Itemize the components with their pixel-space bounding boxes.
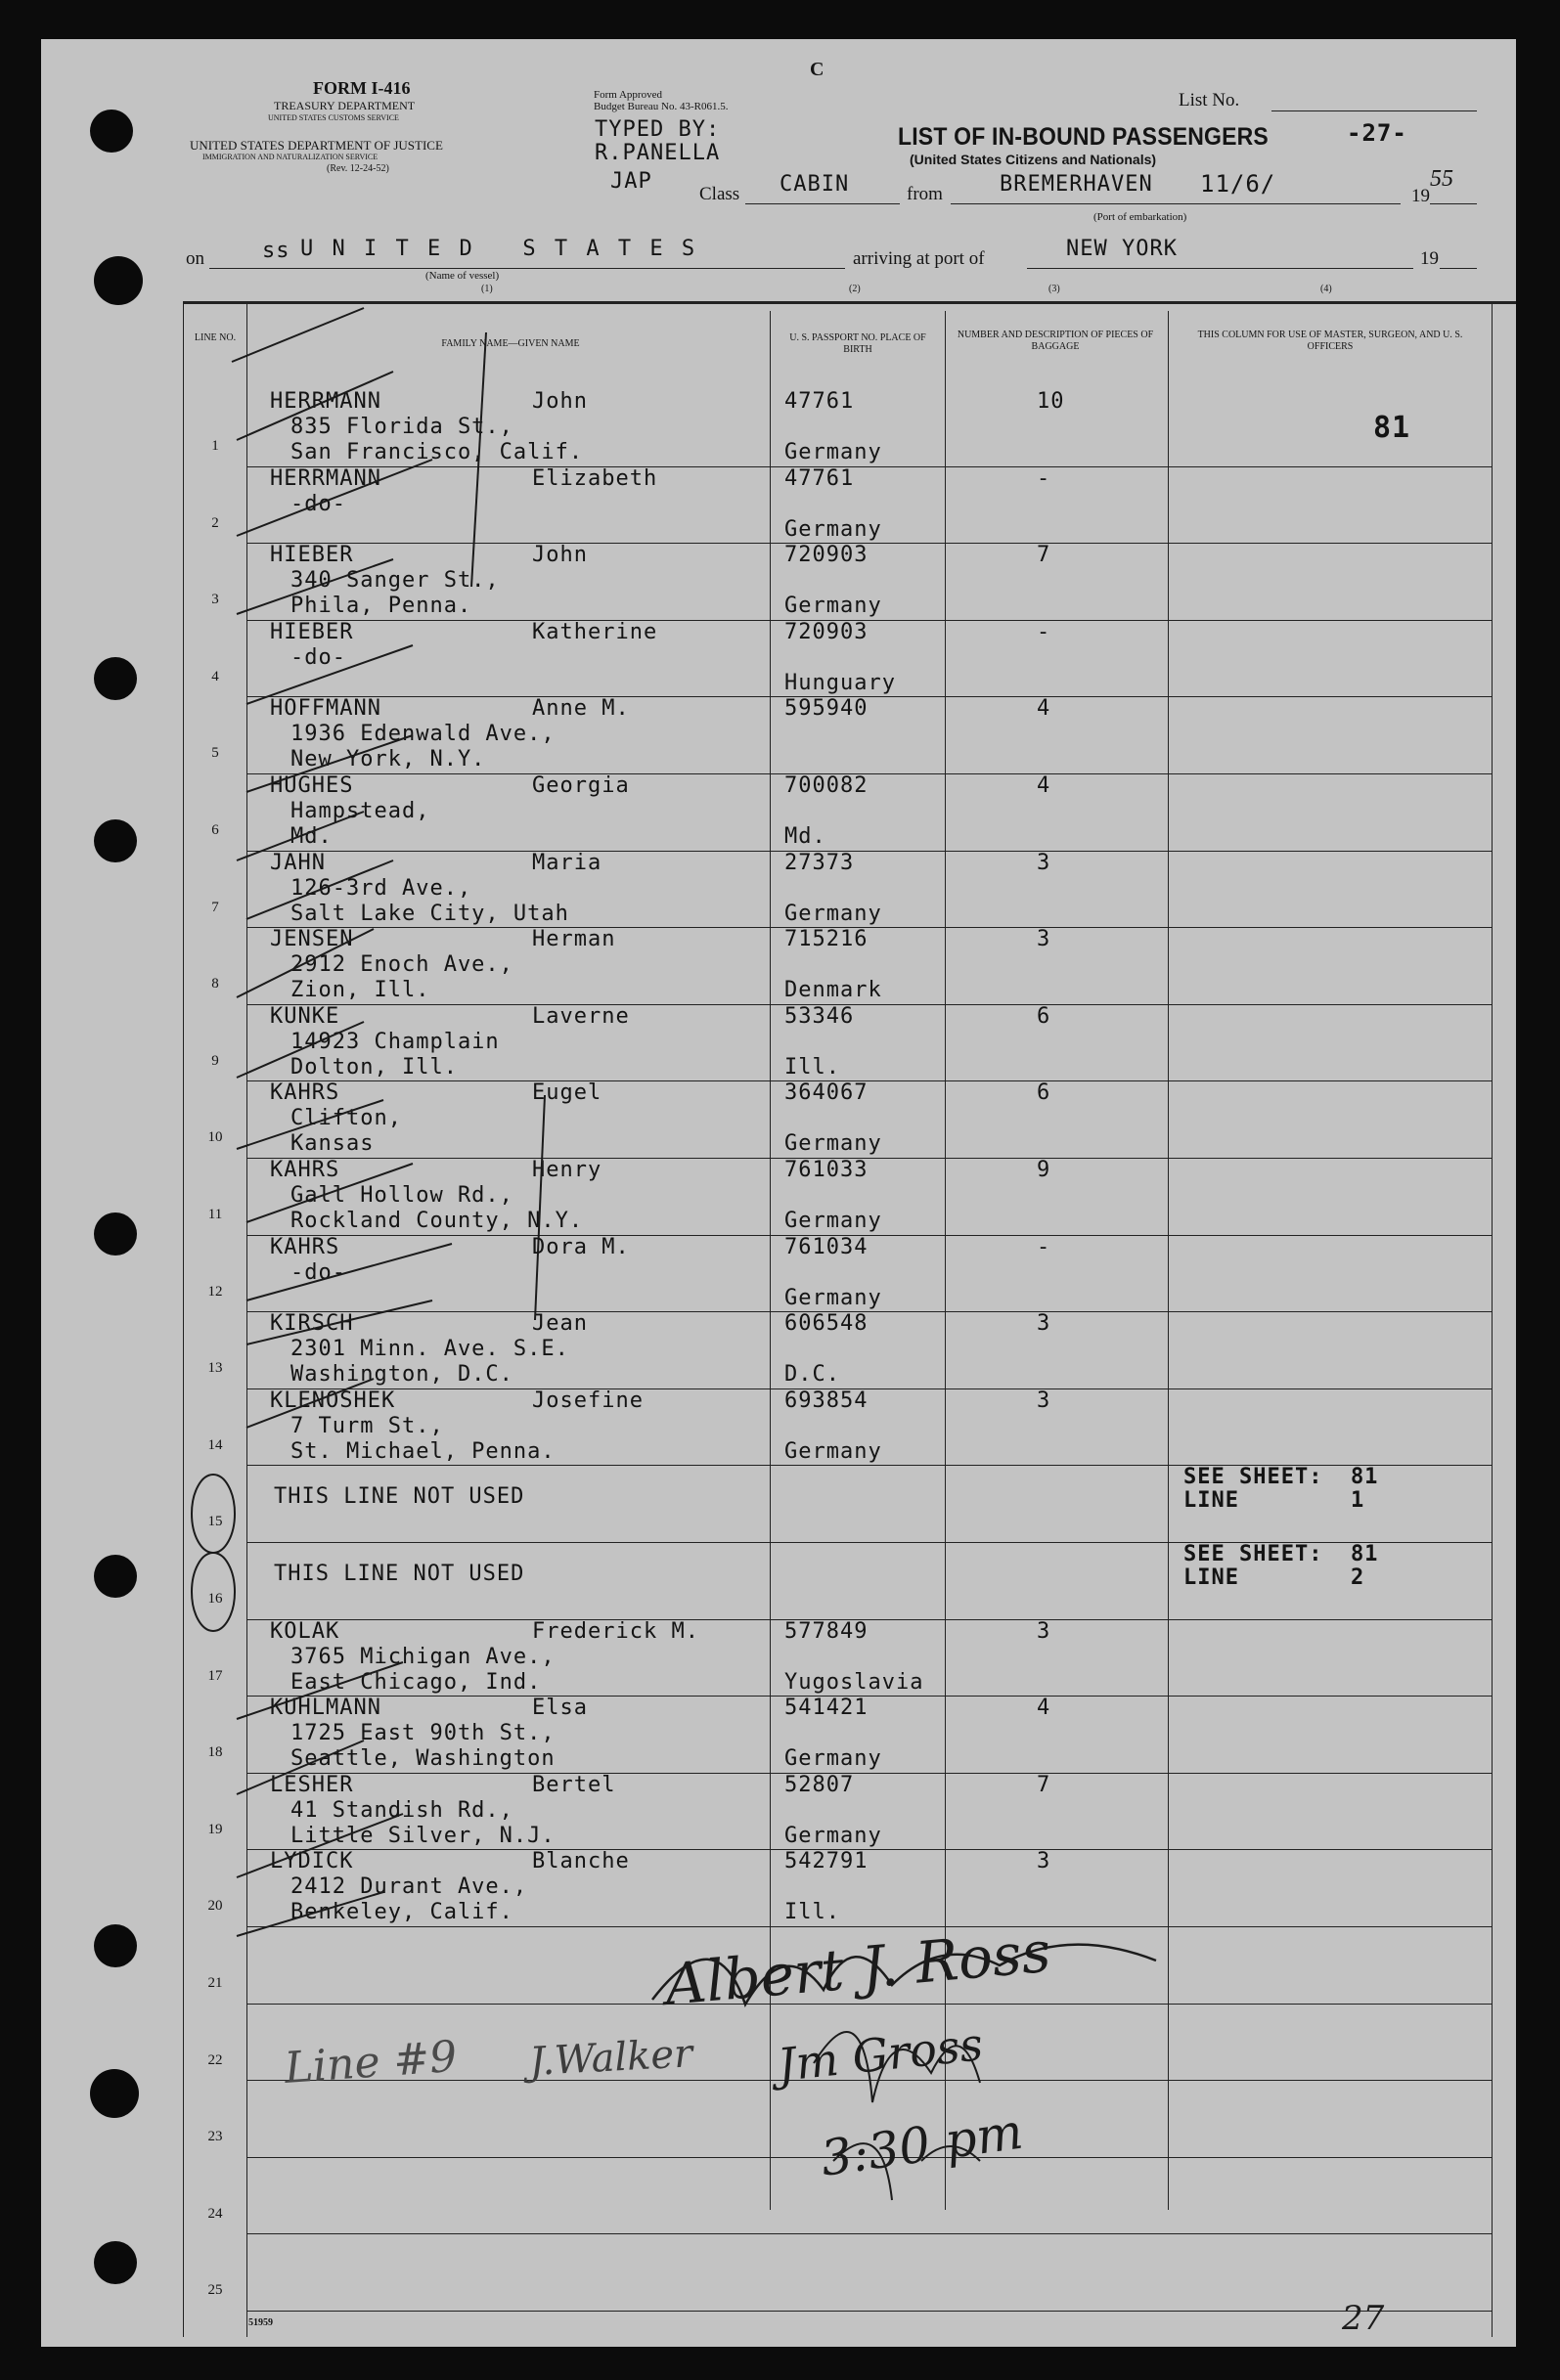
given-name: Elsa [532, 1696, 588, 1720]
handwritten-signature-ross: Albert J. Ross [662, 1917, 1053, 2018]
name-divider [770, 311, 771, 2210]
budget-bureau: Budget Bureau No. 43-R061.5. [594, 101, 729, 112]
place-of-birth: Denmark [784, 978, 882, 1002]
col-num-1: (1) [481, 284, 493, 294]
line-number: 13 [207, 1360, 223, 1376]
given-name: Maria [532, 851, 602, 875]
passport-number: 577849 [784, 1619, 869, 1644]
address-line-2: East Chicago, Ind. [290, 1670, 542, 1695]
address-line-2: Washington, D.C. [290, 1362, 513, 1387]
from-underline [951, 203, 1401, 204]
passport-number: 53346 [784, 1004, 855, 1029]
passport-number: 364067 [784, 1080, 869, 1105]
place-of-birth: Germany [784, 902, 882, 926]
given-name: Georgia [532, 773, 630, 798]
place-of-birth: Germany [784, 1286, 882, 1310]
row-rule [246, 851, 1492, 852]
place-of-birth: Germany [784, 594, 882, 618]
col-num-3: (3) [1048, 284, 1060, 294]
year-prefix: 19 [1411, 186, 1430, 206]
punch-hole [94, 1555, 137, 1598]
from-label: from [907, 184, 943, 204]
passport-number: 27373 [784, 851, 855, 875]
passport-number: 47761 [784, 466, 855, 491]
passport-number: 47761 [784, 389, 855, 414]
arrival-year-underline [1440, 268, 1477, 269]
typed-by-name: R.PANELLA [595, 141, 721, 165]
given-name: Herman [532, 927, 616, 951]
class-underline [745, 203, 900, 204]
baggage-count: 4 [1037, 696, 1051, 721]
row-rule [246, 1080, 1492, 1081]
baggage-count: 3 [1037, 1849, 1051, 1873]
typed-by-label: TYPED BY: [595, 117, 721, 142]
passport-number: 761033 [784, 1158, 869, 1182]
passport-number: 52807 [784, 1773, 855, 1797]
passport-number: 761034 [784, 1235, 869, 1259]
place-of-birth: Germany [784, 517, 882, 542]
passport-number: 700082 [784, 773, 869, 798]
baggage-count: 3 [1037, 1619, 1051, 1644]
passport-number: 715216 [784, 927, 869, 951]
family-name: JAHN [270, 851, 326, 875]
given-name: Bertel [532, 1773, 616, 1797]
given-name: Henry [532, 1158, 602, 1182]
baggage-count: 3 [1037, 1311, 1051, 1336]
dept-justice-sub: IMMIGRATION AND NATURALIZATION SERVICE [202, 153, 379, 161]
family-name: KAHRS [270, 1080, 340, 1105]
place-of-birth: Germany [784, 1209, 882, 1233]
row-rule [246, 1388, 1492, 1389]
row-rule [246, 1004, 1492, 1005]
form-number: FORM I-416 [313, 78, 411, 98]
table-top-rule [183, 301, 1516, 304]
vessel-underline [209, 268, 845, 269]
place-of-birth: Germany [784, 1131, 882, 1156]
line-number: 7 [211, 900, 219, 915]
on-label: on [186, 248, 204, 269]
baggage-count: 7 [1037, 1773, 1051, 1797]
family-name: HIEBER [270, 620, 354, 644]
address-line-1: 3765 Michigan Ave., [290, 1645, 556, 1669]
place-of-birth: Yugoslavia [784, 1670, 924, 1695]
row-rule [246, 2080, 1492, 2081]
year-underline [1430, 203, 1477, 204]
baggage-count: - [1037, 1235, 1051, 1259]
given-name: John [532, 543, 588, 567]
given-name: John [532, 389, 588, 414]
baggage-count: 4 [1037, 773, 1051, 798]
given-name: Laverne [532, 1004, 630, 1029]
officer-note: SEE SHEET: 81 [1183, 1465, 1379, 1489]
row-rule [246, 1158, 1492, 1159]
port-underline [1027, 268, 1413, 269]
line-number: 14 [207, 1437, 223, 1453]
line-number: 21 [207, 1975, 223, 1991]
list-no-value: -27- [1347, 119, 1407, 147]
line-number: 18 [207, 1744, 223, 1760]
col-num-2: (2) [849, 284, 861, 294]
row-rule [246, 696, 1492, 697]
officer-note-line: LINE 2 [1183, 1565, 1365, 1590]
given-name: Frederick M. [532, 1619, 699, 1644]
address-line-2: New York, N.Y. [290, 747, 486, 771]
passport-number: 542791 [784, 1849, 869, 1873]
passport-number: 541421 [784, 1696, 869, 1720]
table-right-rule [1492, 301, 1493, 2337]
punch-hole [90, 110, 133, 153]
typed-by-initials: JAP [610, 169, 652, 194]
row-rule [246, 1926, 1492, 1927]
given-name: Josefine [532, 1388, 644, 1413]
address-line-2: San Francisco, Calif. [290, 440, 584, 464]
passport-number: 720903 [784, 620, 869, 644]
punch-hole [94, 819, 137, 862]
family-name: THIS LINE NOT USED [274, 1484, 525, 1509]
address-line-1: Gall Hollow Rd., [290, 1183, 513, 1208]
form-revision: (Rev. 12-24-52) [327, 163, 389, 174]
passport-number: 720903 [784, 543, 869, 567]
list-subtitle: (United States Citizens and Nationals) [910, 152, 1157, 167]
given-name: Anne M. [532, 696, 630, 721]
officer-note: SEE SHEET: 81 [1183, 1542, 1379, 1566]
baggage-count: 4 [1037, 1696, 1051, 1720]
row-rule [246, 543, 1492, 544]
line-number: 10 [207, 1129, 223, 1145]
from-value: BREMERHAVEN [1000, 172, 1153, 197]
address-line-1: 7 Turm St., [290, 1414, 444, 1438]
check-mark [232, 308, 364, 362]
table-left-rule [183, 301, 184, 2337]
row-rule [246, 466, 1492, 467]
arrival-year-prefix: 19 [1420, 248, 1439, 269]
address-line-1: 126-3rd Ave., [290, 876, 472, 901]
class-label: Class [699, 184, 740, 204]
row-rule [246, 773, 1492, 774]
punch-hole [94, 2241, 137, 2284]
line-number: 3 [211, 592, 219, 607]
family-name: KUNKE [270, 1004, 340, 1029]
line-no-divider [246, 301, 247, 2337]
arrival-port: NEW YORK [1066, 237, 1178, 261]
address-line-1: Hampstead, [290, 799, 430, 823]
place-of-birth: Ill. [784, 1055, 840, 1080]
address-line-1: -do- [290, 1260, 346, 1285]
place-of-birth: Germany [784, 440, 882, 464]
address-line-2: Dolton, Ill. [290, 1055, 458, 1080]
place-of-birth: Ill. [784, 1900, 840, 1924]
punch-hole [94, 256, 143, 305]
embark-date: 11/6/ [1200, 170, 1276, 198]
family-name: HUGHES [270, 773, 354, 798]
baggage-count: 7 [1037, 543, 1051, 567]
handwriting-layer [41, 39, 1516, 2347]
passport-number: 693854 [784, 1388, 869, 1413]
list-title: LIST OF IN-BOUND PASSENGERS [898, 123, 1269, 151]
line-number: 2 [211, 515, 219, 531]
document-page [41, 39, 1516, 2347]
time-strokes [833, 2143, 980, 2200]
line-number: 24 [207, 2206, 223, 2222]
address-line-2: Kansas [290, 1131, 375, 1156]
baggage-count: - [1037, 466, 1051, 491]
given-name: Blanche [532, 1849, 630, 1873]
signature-strokes [652, 1945, 1156, 2005]
baggage-count: 3 [1037, 1388, 1051, 1413]
line-number: 23 [207, 2129, 223, 2144]
list-no-underline [1271, 110, 1477, 111]
address-line-1: 340 Sanger St., [290, 568, 500, 593]
header-baggage: NUMBER AND DESCRIPTION OF PIECES OF BAGGAGE [957, 330, 1154, 352]
family-name: JENSEN [270, 927, 354, 951]
baggage-count: - [1037, 620, 1051, 644]
arriving-label: arriving at port of [853, 248, 985, 269]
address-line-2: Salt Lake City, Utah [290, 902, 569, 926]
row-rule [246, 620, 1492, 621]
handwritten-line-note: Line #9 [283, 2031, 459, 2094]
place-of-birth: D.C. [784, 1362, 840, 1387]
family-name: KUHLMANN [270, 1696, 381, 1720]
baggage-count: 3 [1037, 851, 1051, 875]
baggage-count: 10 [1037, 389, 1065, 414]
row-rule [246, 1311, 1492, 1312]
place-of-birth: Germany [784, 1746, 882, 1771]
family-name: KAHRS [270, 1158, 340, 1182]
address-line-2: Little Silver, N.J. [290, 1824, 556, 1848]
row-rule [246, 2157, 1492, 2158]
address-line-1: Clifton, [290, 1106, 402, 1130]
family-name: KOLAK [270, 1619, 340, 1644]
address-line-1: 1936 Edenwald Ave., [290, 722, 556, 746]
header-name: FAMILY NAME—GIVEN NAME [441, 338, 580, 349]
address-line-1: -do- [290, 492, 346, 516]
family-name: HOFFMANN [270, 696, 381, 721]
address-line-1: 14923 Champlain [290, 1030, 500, 1054]
line-number: 12 [207, 1284, 223, 1300]
given-name: Katherine [532, 620, 658, 644]
address-line-1: 1725 East 90th St., [290, 1721, 556, 1745]
list-no-label: List No. [1179, 90, 1240, 110]
dept-treasury-sub: UNITED STATES CUSTOMS SERVICE [268, 113, 399, 122]
line-number: 16 [207, 1591, 223, 1607]
passport-number: 606548 [784, 1311, 869, 1336]
address-line-1: 835 Florida St., [290, 415, 513, 439]
row-rule [246, 1849, 1492, 1850]
row-rule [246, 1235, 1492, 1236]
address-line-2: Zion, Ill. [290, 978, 430, 1002]
family-name: LYDICK [270, 1849, 354, 1873]
family-name: KLENOSHEK [270, 1388, 396, 1413]
line-number: 6 [211, 822, 219, 838]
given-name: Eugel [532, 1080, 602, 1105]
baggage-count: 9 [1037, 1158, 1051, 1182]
row-rule [246, 1696, 1492, 1697]
family-name: HERRMANN [270, 466, 381, 491]
line-number: 20 [207, 1898, 223, 1914]
line-number: 8 [211, 976, 219, 992]
footer-code: 51959 [248, 2317, 273, 2328]
class-value: CABIN [780, 172, 850, 197]
line-number: 17 [207, 1668, 223, 1684]
officer-note-line: LINE 1 [1183, 1488, 1365, 1513]
baggage-divider [1168, 311, 1169, 2210]
punch-hole [94, 1924, 137, 1967]
header-line-no: LINE NO. [194, 332, 237, 343]
punch-hole [94, 1212, 137, 1256]
vessel-name: U N I T E D S T A T E S [300, 237, 698, 261]
line-number: 9 [211, 1053, 219, 1069]
place-of-birth: Hunguary [784, 671, 896, 695]
row-rule [246, 1773, 1492, 1774]
line-number: 25 [207, 2282, 223, 2298]
family-name: KAHRS [270, 1235, 340, 1259]
vessel-caption: (Name of vessel) [425, 270, 500, 282]
line-number: 15 [207, 1514, 223, 1529]
row-rule [246, 2233, 1492, 2234]
tally-line [535, 1095, 545, 1320]
handwritten-footer-number: 27 [1342, 2299, 1385, 2338]
passport-divider [945, 311, 946, 2210]
family-name: KIRSCH [270, 1311, 354, 1336]
address-line-1: 2412 Durant Ave., [290, 1874, 528, 1899]
address-line-1: -do- [290, 645, 346, 670]
address-line-2: Md. [290, 824, 333, 849]
dept-treasury: TREASURY DEPARTMENT [274, 99, 416, 112]
address-line-1: 2912 Enoch Ave., [290, 952, 513, 977]
form-approved: Form Approved [594, 89, 662, 101]
address-line-2: Benkeley, Calif. [290, 1900, 513, 1924]
family-name: HIEBER [270, 543, 354, 567]
row-rule [246, 2004, 1492, 2005]
ss-label: ss [262, 239, 290, 263]
family-name: LESHER [270, 1773, 354, 1797]
address-line-2: Rockland County, N.Y. [290, 1209, 584, 1233]
place-of-birth: Germany [784, 1824, 882, 1848]
baggage-count: 6 [1037, 1004, 1051, 1029]
given-name: Dora M. [532, 1235, 630, 1259]
handwritten-signature-walker: J.Walker [528, 2031, 694, 2085]
dept-justice: UNITED STATES DEPARTMENT OF JUSTICE [190, 138, 443, 153]
officer-note: 81 [1373, 411, 1411, 445]
address-line-2: Seattle, Washington [290, 1746, 556, 1771]
address-line-2: St. Michael, Penna. [290, 1439, 556, 1464]
given-name: Jean [532, 1311, 588, 1336]
year-value: 55 [1430, 166, 1453, 192]
col-num-4: (4) [1320, 284, 1332, 294]
address-line-1: 41 Standish Rd., [290, 1798, 513, 1823]
row-rule [246, 1619, 1492, 1620]
handwritten-initials: Jm Gross [775, 2017, 986, 2092]
initials-strokes [814, 2032, 980, 2102]
line-number: 4 [211, 669, 219, 684]
punch-hole [90, 2069, 139, 2118]
line-number: 5 [211, 745, 219, 761]
family-name: THIS LINE NOT USED [274, 1562, 525, 1586]
address-line-1: 2301 Minn. Ave. S.E. [290, 1337, 569, 1361]
row-rule [246, 2311, 1492, 2312]
line-number: 1 [211, 438, 219, 454]
baggage-count: 3 [1037, 927, 1051, 951]
punch-hole [94, 657, 137, 700]
marker-c: C [810, 59, 825, 80]
handwritten-time: 3:30 pm [817, 2102, 1027, 2187]
line-number: 22 [207, 2052, 223, 2068]
port-embark-caption: (Port of embarkation) [1093, 211, 1187, 223]
passport-number: 595940 [784, 696, 869, 721]
baggage-count: 6 [1037, 1080, 1051, 1105]
line-number: 19 [207, 1822, 223, 1837]
header-passport: U. S. PASSPORT NO. PLACE OF BIRTH [789, 332, 926, 355]
line-number: 11 [207, 1207, 223, 1222]
place-of-birth: Md. [784, 824, 826, 849]
row-rule [246, 927, 1492, 928]
given-name: Elizabeth [532, 466, 658, 491]
address-line-2: Phila, Penna. [290, 594, 472, 618]
family-name: HERRMANN [270, 389, 381, 414]
header-officers: THIS COLUMN FOR USE OF MASTER, SURGEON, AND U. S. OFFICERS [1197, 330, 1463, 352]
place-of-birth: Germany [784, 1439, 882, 1464]
